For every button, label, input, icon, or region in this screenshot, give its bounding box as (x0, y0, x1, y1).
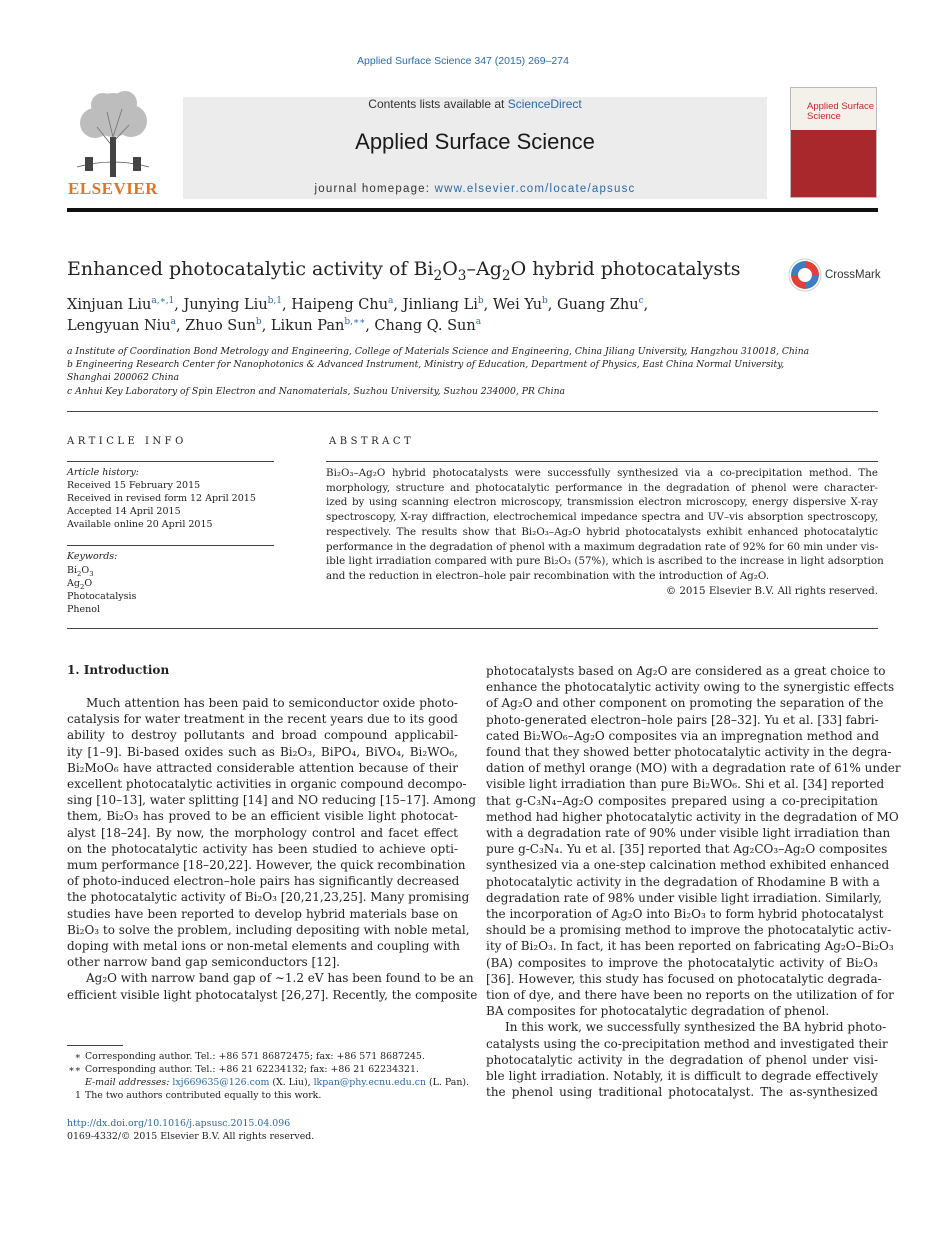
body-text-line: efficient visible light photocatalyst [26,27]. Recently, the composite (67, 987, 478, 1002)
body-text-line: dation of methyl orange (MO) with a degradation rate of 61% under (486, 761, 901, 776)
body-text-line: photocatalysts based on Ag₂O are considered as a great choice to (486, 664, 886, 678)
body-text-line: catalysis for water treatment in the recent years due to its good (67, 712, 458, 727)
crossmark-icon (788, 258, 822, 292)
body-text-line: alyst [18–24]. By now, the morphology control and facet effect (67, 825, 458, 840)
author-affiliation-mark[interactable]: a (170, 317, 176, 327)
cover-title: Applied Surface Science (807, 101, 875, 122)
cover-band (791, 130, 876, 198)
history-accepted: Accepted 14 April 2015 (67, 506, 181, 517)
author-list-line-1: Xinjuan Liu$^{a,∗,1}$, Junying Liu$^{b,1}$, Haipeng Chu$^a$, Jinliang Li$^b$, Wei Yu$^b$, Guang Zhu$^c$, (67, 296, 649, 313)
article-info-rule (67, 461, 274, 462)
body-text-line: degradation rate of 98% under visible light irradiation. Similarly, (486, 890, 882, 905)
body-text-line: [36]. However, this study has focused on photocatalytic degrada- (486, 971, 882, 986)
doi-link[interactable]: http://dx.doi.org/10.1016/j.apsusc.2015.04.096 (67, 1118, 291, 1129)
author-affiliation-mark[interactable]: b (255, 317, 262, 327)
body-text-line: on the photocatalytic activity has been studied to achieve opti- (67, 841, 458, 856)
body-text-line: synthesized via a one-step calcination method exhibited enhanced (486, 858, 890, 873)
body-text-line: doping with metal ions or non-metal elements and coupling with (67, 939, 460, 954)
body-text-line: the incorporation of Ag₂O into Bi₂O₃ to form hybrid photocatalyst (486, 907, 884, 922)
abstract-rule (326, 461, 878, 462)
body-text-line: mum performance [18–20,22]. However, the quick recombination (67, 858, 466, 873)
history-received: Received 15 February 2015 (67, 480, 201, 491)
footnote-corresponding-1: ∗ Corresponding author. Tel.: +86 571 86872475; fax: +86 571 8687245. (74, 1051, 425, 1062)
abstract-line: Bi₂O₃–Ag₂O hybrid photocatalysts were successfully synthesized via a co-precipitation method. The (326, 467, 878, 479)
body-text-line: pure g-C₃N₄. Yu et al. [35] reported that Ag₂CO₃–Ag₂O composites (486, 842, 888, 857)
author-affiliation-mark[interactable]: c (638, 296, 644, 306)
tree-icon (67, 87, 159, 179)
body-text-line: of photo-induced electron–hole pairs has significantly decreased (67, 874, 460, 889)
footnote-email: E-mail addresses: lxj669635@126.com (X. Liu), lkpan@phy.ecnu.edu.cn (L. Pan). (85, 1077, 470, 1088)
body-text-line: Bi₂MoO₆ have attracted considerable attention because of their (67, 760, 458, 775)
abstract-line: ible light irradiation compared with pure Bi₂O₃ (57%), which is ascribed to the increase in light adsorption (326, 555, 884, 568)
author-name: Haipeng Chu (291, 296, 389, 313)
body-text-line: ity [1–9]. Bi-based oxides such as Bi₂O₃, BiPO₄, BiVO₄, Bi₂WO₆, (67, 744, 458, 759)
author-affiliation-mark[interactable]: b (477, 296, 484, 306)
body-column-left (67, 695, 478, 1003)
body-text-line: them, Bi₂O₃ has proved to be an efficient visible light photocat- (67, 809, 458, 824)
issn-line: 0169-4332/© 2015 Elsevier B.V. All rights reserved. (67, 1131, 315, 1142)
body-text-line: cated Bi₂WO₆–Ag₂O composites via an impregnation method and (486, 728, 880, 743)
author-name: Xinjuan Liu (67, 296, 152, 313)
author-name: Wei Yu (492, 296, 543, 313)
author-name: Jinliang Li (402, 296, 478, 313)
crossmark-badge[interactable] (788, 258, 880, 294)
body-text-line: ability to destroy pollutants and broad compound applicabil- (67, 728, 458, 743)
author-affiliation-mark[interactable]: b,1 (267, 296, 283, 306)
abstract-line: respectively. The results show that Bi₂O₃–Ag₂O hybrid photocatalysts exhibit enhanced photocatalytic (326, 525, 878, 538)
affiliation-a: a Institute of Coordination Bond Metrology and Engineering, College of Materials Science and Engineering, China Jiliang University, Hangzhou 310018, China (67, 346, 810, 357)
history-online: Available online 20 April 2015 (67, 519, 213, 530)
author-name: Chang Q. Sun (374, 317, 476, 334)
header-rule (67, 208, 878, 212)
paper-title: Enhanced photocatalytic activity of $Bi_2O_3-Ag_2O$ hybrid photocatalysts (67, 258, 741, 284)
abstract-line: and the reduction in electron–hole pair recombination with the introduction of Ag₂O. (326, 569, 769, 582)
keyword-item: Photocatalysis (67, 591, 137, 602)
body-text-line: the phenol using traditional photocatalyst. The as-synthesized (486, 1085, 878, 1100)
author-name: Junying Liu (183, 296, 268, 313)
abstract-copyright: © 2015 Elsevier B.V. All rights reserved. (665, 585, 878, 597)
body-text-line: sing [10–13], water splitting [14] and NO reducing [15–17]. Among (67, 793, 477, 808)
contents-prefix: Contents lists available at (368, 97, 508, 111)
body-text-line: photocatalytic activity in the degradation of Rhodamine B with a (486, 874, 880, 889)
author-affiliation-mark[interactable]: b (542, 296, 548, 306)
body-text-line: with a degradation rate of 90% under visible light irradiation than (486, 826, 891, 841)
keywords-label: Keywords: (67, 551, 118, 562)
author-affiliation-mark[interactable]: a,∗,1 (151, 296, 175, 306)
elsevier-logo (67, 87, 159, 199)
homepage-prefix: journal homepage: (314, 183, 435, 195)
body-text-line: other narrow band gap semiconductors [12]. (67, 955, 340, 970)
body-text-line: of Ag₂O and other component on promoting the separation of the (486, 696, 884, 711)
abstract-heading: ABSTRACT (329, 436, 415, 447)
body-text-line: Bi₂O₃ to solve the problem, including depositing with noble metal, (67, 922, 470, 937)
abstract-body (326, 466, 884, 584)
journal-cover-thumbnail[interactable] (790, 87, 877, 198)
contents-line (183, 97, 767, 111)
history-revised: Received in revised form 12 April 2015 (67, 493, 256, 504)
homepage-line (183, 183, 767, 195)
email-link-pan[interactable]: lkpan@phy.ecnu.edu.cn (313, 1077, 427, 1088)
body-column-right (486, 663, 901, 1100)
article-info-heading: ARTICLE INFO (67, 436, 187, 447)
crossmark-label: CrossMark (825, 269, 881, 281)
author-list-line-2: Lengyuan Niu$^a$, Zhuo Sun$^b$, Likun Pan$^{b,∗∗}$, Chang Q. Sun$^a$ (67, 317, 482, 334)
abstract-line: spectroscopy, X-ray diffraction, electrochemical impedance spectra and UV–vis absorption spectroscopy, (326, 511, 878, 524)
author-name: Likun Pan (270, 317, 345, 334)
body-text-line: tion of dye, and there have been no reports on the utilization of for (486, 988, 894, 1003)
abstract-line: ized by using scanning electron microscopy, transmission electron microscopy, energy dispersive X-ray (326, 496, 878, 509)
sciencedirect-link[interactable]: ScienceDirect (507, 97, 582, 111)
body-text-line: visible light irradiation than pure Bi₂WO₆. Shi et al. [34] reported (486, 777, 885, 792)
email-link-liu[interactable]: lxj669635@126.com (172, 1077, 270, 1088)
journal-title: Applied Surface Science (355, 129, 595, 154)
body-text-line: In this work, we successfully synthesized the BA hybrid photo- (505, 1020, 887, 1035)
body-text-line: BA composites for photocatalytic degradation of phenol. (486, 1004, 830, 1019)
body-text-line: studies have been reported to develop hybrid materials base on (67, 906, 458, 921)
author-name: Lengyuan Niu (67, 317, 171, 334)
homepage-link[interactable]: www.elsevier.com/locate/apsusc (434, 183, 636, 195)
body-text-line: Much attention has been paid to semiconductor oxide photo- (86, 696, 458, 710)
body-text-line: the photocatalytic activity of Bi₂O₃ [20,21,23,25]. Many promising (67, 890, 470, 905)
author-affiliation-mark[interactable]: a (388, 296, 394, 306)
body-text-line: should be a promising method to improve the photocatalytic activ- (486, 923, 892, 938)
publisher-wordmark: ELSEVIER (68, 179, 158, 198)
body-text-line: method had higher photocatalytic activity in the degradation of MO (486, 809, 899, 824)
history-label: Article history: (67, 467, 139, 478)
author-affiliation-mark[interactable]: a (475, 317, 482, 327)
body-text-line: (BA) composites to improve the photocatalytic activity of Bi₂O₃ (486, 955, 878, 970)
keyword-item: Phenol (67, 604, 101, 615)
body-text-line: enhance the photocatalytic activity owing to the synergistic effects (486, 680, 895, 695)
author-name: Guang Zhu (557, 296, 639, 313)
body-text-line: ity of Bi₂O₃. In fact, it has been reported on fabricating Ag₂O–Bi₂O₃ (486, 939, 894, 954)
footnote-equal-contribution: 1 The two authors contributed equally to this work. (75, 1090, 322, 1101)
body-text-line: found that they showed better photocatalytic activity in the degra- (486, 745, 892, 760)
journal-masthead (183, 97, 767, 199)
keyword-item: $Ag_2O$ (67, 578, 93, 591)
abstract-bottom-rule (67, 628, 878, 629)
body-text-line: catalysts using the co-precipitation method and investigated their (486, 1036, 888, 1051)
abstract-line: morphology, structure and photocatalytic performance in the degradation of phenol were character- (326, 481, 878, 494)
section-heading-introduction: 1. Introduction (67, 663, 170, 677)
affiliation-rule (67, 411, 878, 412)
affiliation-b: b Engineering Research Center for Nanophotonics & Advanced Instrument, Ministry of Education, Department of Physics, East China Normal University, (67, 359, 785, 370)
affiliation-b-cont: Shanghai 200062 China (67, 372, 180, 383)
abstract-line: performance in the degradation of phenol with a maximum degradation rate of 92% for 60 min under vis- (326, 540, 879, 553)
footnote-rule (67, 1045, 123, 1046)
affiliation-c: c Anhui Key Laboratory of Spin Electron and Nanomaterials, Suzhou University, Suzhou 234000, PR China (67, 386, 565, 397)
body-text-line: ble light irradiation. Notably, it is difficult to degrade effectively (486, 1069, 878, 1084)
author-affiliation-mark[interactable]: b,∗∗ (344, 317, 366, 327)
author-name: Zhuo Sun (185, 317, 256, 334)
body-text-line: photo-generated electron–hole pairs [28–32]. Yu et al. [33] fabri- (486, 712, 879, 727)
keyword-item: $Bi_2O_3$ (67, 565, 94, 578)
journal-reference-link[interactable]: Applied Surface Science 347 (2015) 269–274 (357, 55, 569, 67)
body-text-line: excellent photocatalytic activities in organic compound decompo- (67, 777, 467, 792)
body-text-line: Ag₂O with narrow band gap of ∼1.2 eV has been found to be an (86, 971, 474, 986)
keywords-rule (67, 545, 274, 546)
footnote-corresponding-2: ∗∗ Corresponding author. Tel.: +86 21 62234132; fax: +86 21 62234321. (68, 1064, 419, 1075)
body-text-line: that g-C₃N₄–Ag₂O composites prepared using a co-precipitation (486, 793, 878, 808)
body-text-line: photocatalytic activity in the degradation of phenol under visi- (486, 1052, 878, 1067)
